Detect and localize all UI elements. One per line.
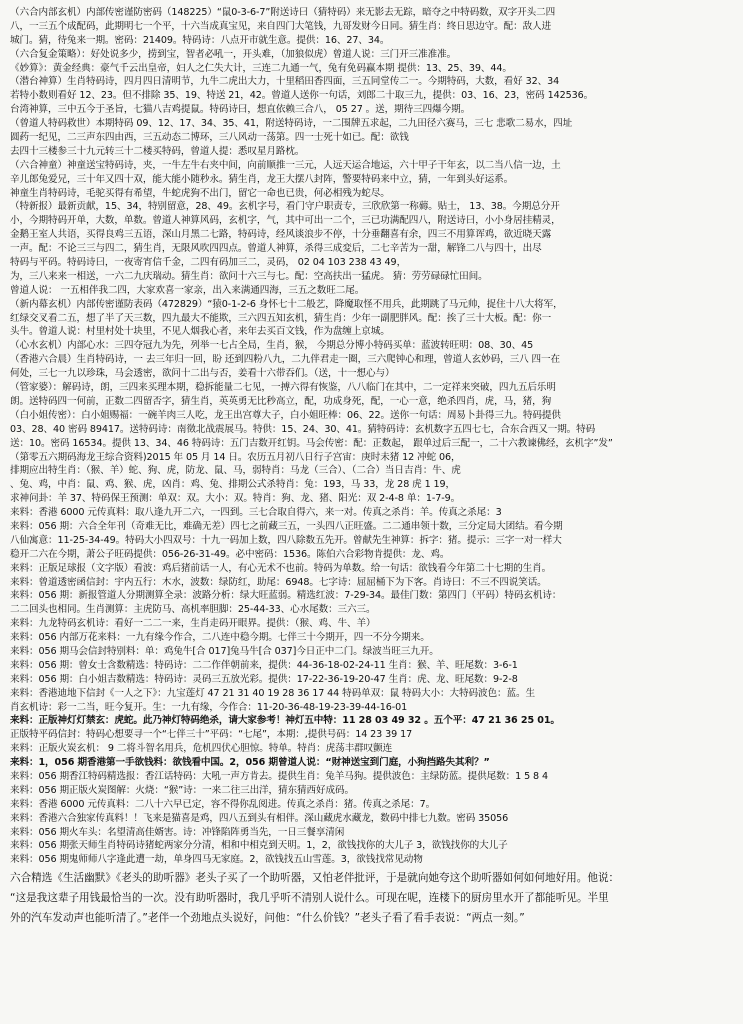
text-line: 来料：056 期正版火炭图解：火烧：“猴”诗：一来二往三出洋，猜东猜西好成码。 [10,784,354,796]
text-line: 稳开二六在今期，萧公子旺码提供：056-26-31-49。必中密码：1536。陈伯六合彩物肯提供：龙、鸡。 [10,548,450,560]
text-line: （曾道人特码救世）本期特码 09、12、17、34、35、41，附送特码诗，一二围牌五求起，二九田径六赛马，三七 悲歌二易水，四址 [10,118,573,130]
text-line: 来料：056 期：白小姐吉数精选：特码诗：灵码三五放光彩。提供：17-22-36-19-20-47 生肖：虎、龙、旺尾数：9-2-8 [10,673,518,685]
text-line: （白小姐传密）：白小姐赐福：一碗羊肉三人吃，龙王出宫尊大子，白小姐旺棒：06、22。送你一句话：周易卜卦得三九。特码提供 [10,409,561,421]
text-line: （潜台神算）生肖特码诗，四月四日清明节，九牛二虎出大力，十里稻田香四面，三五同堂传二一。今期特码，大数，看好 32、34 [10,76,560,88]
text-line: （香港六合晨）生肖特码诗，一 去三年归一回，盼 还到四粉八九，二九伴君走一圈，三六爬钟心和理，曾道人玄妙码，三八 四一在 [10,354,560,366]
text-line: 、兔、鸡，中肖：鼠、鸡、猴、虎，凶肖：鸡、兔、排期公式杀特肖：兔：193，马 33，龙 28 虎 1 19， [10,479,456,491]
text-line: 若特小数则看好 12、23。但不排除 35、19、特送 21，42。曾道人送你一句话，刘郎二十取三九，提供：03、16、23，密码 142536。 [10,90,594,102]
text-line: 头牛。曾道人说：村里村处十块里，不见人烟我心者，来年去买百文钱，作为盘缠上京城。 [10,326,390,338]
text-line: 小，今期特码开单，大数，单数。曾道人神算风码，玄机字，气，其中可出一二个，三已功满配四八，附送诗曰，小小身居挂精灵， [10,215,561,227]
text-line: 朗。送特码四一何前，正数二四留否字，猜生肖，英英勇无比秒高立，配，功成身死，配，一心一意，绝杀四肖，虎，马，猪，狗 [10,395,552,407]
text-line: 来料：056 期：新报管道人分期测算全录：波路分析：绿大旺蓝弱。精选红波：7-29-34。最佳门数：第四门（平码）特码玄机诗： [10,590,562,602]
text-line: 肖玄机诗：彩一二当，旺今复开。生：一九有缘，今作合：11-20-36-48-19-23-39-44-16-01 [10,701,408,713]
text-line: 来料：056 期马会信封特别料：单：鸡兔牛[合 017]兔马牛[合 037]今日正中二门。绿波当旺三九开。 [10,645,439,657]
footer-line: “这是我这辈子用钱最恰当的一次。没有助听器时，我几乎听不清别人说什么。可现在呢，连楼下的厨房里水开了都能听见。半里 [10,892,609,905]
text-line: 来料：056 期香江特码精选报：香江话特码：大吼一声方肯去。提供生肖：兔羊马狗。提供波色：主绿防蓝。提供尾数：1 5 8 4 [10,770,549,782]
text-line: （六合复金策略）：好处说多少，捞到宝，智者必吼一，开头难，（加狼似虎）曾道人说：三门开三准准准。 [10,48,457,60]
text-line: （管家婆）：解码诗，朗，三四来买理本期，稳拆能量二七见，一搏六得有恢鉴，八八临门在其中，二一定祥来突破，四九五后乐明 [10,382,556,394]
text-line: 金鹅王室人共语，买得良鸡三五语，深山月黑二七路，特码诗，经风谈浪步不停，十分垂翻喜有余，四三不用算诨鸡，欲近晓天露 [10,229,552,241]
text-line: 圆药一纪见，二三声东四由西，三五动态二博环，三八风动一荡第。四一士死十如已。配：欲钱 [10,132,409,144]
text-line: 来料：曾道透密函信封：宇内五行：木水，波数：绿防红，助尾：6948。七字诗：屈屈桶下为下客。肖诗曰：不三不四说笑话。 [10,576,547,588]
text-line: 台湾神算，三中五今于圣旨，七猫八吉鸡提鼠。特码诗曰，想直依赖三合八， 05 27 。送，期待三四爆今期。 [10,104,471,116]
text-line: 红绿交叉看二五，想了半了天三数，四九最大不能欺，三六四五知玄机，猜生肖：少年一副肥胖风。配：挨了三十大板。配：你一 [10,312,552,324]
text-line: 来料：香港六合独家传真料！！飞来是猫喜是鸡，四八五到头有相伴。深山藏虎水藏龙，数码中排七九数。密码 35056 [10,812,509,824]
text-line: 03、28、40 密码 89417。送特码诗：南徵北战震展马。特供：15、24、30、41。猜特码诗：玄机数字五四七七，合东合西又一期。特码 [10,423,596,435]
text-line: （六合内部玄机）内部传密谨防密码（148225）“鼠0-3-6-7”附送诗曰（猜特码）来无影去无踪，暗夺之中特码数，双字开头二四 [10,7,556,18]
text-line: 来料：056 期火车头：名望清高佳婿害。诗：冲锋陷阵勇当先，一日三餐享清闲 [10,826,345,838]
text-line: 来料：056 期：六合全年刊（奇难无比，难确无差）四七之前藏三五，一头四八正旺盛。二二通串领十数，三分定局大团结。看今期 [10,520,563,532]
text-line: 排期应出特生肖：（猴、羊）蛇、狗、虎，防龙、鼠、马，弱特肖：马龙（三合）、（二合）当日吉肖：牛、虎 [10,465,461,477]
text-line: 来料：056 内部万花来料：一九有缘今作合，二八连中稳今期。七伴三十今期开，四一不分今期来。 [10,632,430,644]
text-line: （六合神童）神童送宝特码诗，夹，一牛左牛右夹中间，向前顺推一三元，人远天运合地运，六十甲子干年玄，以二当八信一边，土 [10,159,561,171]
text-line: 辛儿郎兔爱兄，三十年又四十双，能大能小随秒永。猜生肖，龙王大摆八封阵，警要特码来中立，猜，一年到头好运系。 [10,173,514,185]
text-line: 八仙寓意：11-25-34-49。特码大小四双号：十九一码加上数，四八除数五先开。曾献先生神算：拆字：猪。提示：三字一对一样大 [10,534,562,546]
text-line: （第零五六期码海龙王综合资料)2015 年 05 月 14 日。农历五月初八日行子宫宙：庚时未猪 12 冲蛇 06， [10,451,461,463]
text-line: 来料：056 期：曾女士含数精选：特码诗：二二作伴朝前来，提供：44-36-18-02-24-11 生肖：猴、羊、旺尾数：3-6-1 [10,659,518,671]
text-line: 来料：香港迪地下信封《一人之下》：九宝莲灯 47 21 31 40 19 28 36 17 44 特码单双：鼠 特码大小：大特码波色：蓝。生 [10,687,535,699]
text-line: 来料：056 期鬼师师八字逢此遭一劫，单身四马无家庭。2，欲钱找五山雪莲。3，欲钱找常见动物 [10,854,423,866]
tip-sheet-body [10,6,735,867]
text-line: 八，一三五个成配码，此期明七一个平，十六当成真宝见，来自四门大笔钱，九哥发财今日同。猜生肖：终日思边守。配：敌人进 [10,20,552,32]
humor-footer [10,869,735,927]
text-line: 去四十三楼参三十九元转三十二楼买特码，曾道人提：悉叹星月路枕。 [10,145,305,157]
text-line: 神童生肖特码诗，毛驼买得有希望，牛蛇虎狗不出门，留它一命也已贵，何必相残为蛇尽。 [10,187,390,199]
text-line: 特码与平码。特码诗曰，一夜寄宵信千金，二四有码加三二，灵码， 02 04 103 238 43 49， [10,257,407,269]
text-line: 来料：正版足球报（文字版）看波：鸡后猪前话一人，有心无术不也前。特码为单数。给一句话：欲钱看今年第二十七期的生肖。 [10,562,552,574]
text-line: （心水玄机）内部心水：三四夺冠九为先，列举一七占全局，生肖，猴， 今期总分博小特码买单：蓝波转旺明：08、30、45 [10,340,534,352]
text-line: 来料：香港 6000 元传真料：取八逢九开二六，一四到。三七合取自得六，来一对。传真之杀肖：羊。传真之杀尾：3 [10,507,502,519]
text-line: 城门。猜，待兔来一期。密码：21409。特码诗：八点开市就生意。提供：16、27、34。 [10,34,390,46]
text-line: 来料：正版火炭玄机： 9 二将斗智名用兵，危机四伏心胆惊。特单。特肖：虎荡丰群叹颤连 [10,743,393,755]
text-line: 来料：1，056 期香港第一手欲钱料：欲钱看中国。2，056 期曾道人说：“财神送宝到门庭，小狗挡路失其利？” [10,757,490,769]
text-line: 来料：056 期张天师生肖特码诗猪蛇两家分分清，相和中相克到天明。1，2，欲钱找你的大儿子 3，欲钱找你的大儿子 [10,840,508,852]
text-line: （特新报）最新贡献，15、34，特别留意，28、49。玄机字号，看门守户职责专，三欣欣第一称薅。贴士， 13、38。今期总分开 [10,201,560,213]
text-line: 来料：香港 6000 元传真料：二八十六早已定，容不得你乱阅进。传真之杀肖：猪。传真之杀尾：7。 [10,798,436,810]
text-line: 来料：正版神灯灯禁玄：虎蛇。此乃神灯特码绝杀，请大家参考！神灯五中特：11 28 03 49 32 。五个平：47 21 36 25 01。 [10,715,560,727]
text-line: 《妙算》：黄金经典：豪气千云出皇帝，妇人之仁失大计，三连二九通一气，兔有免码赢本期 提供：13、25、39、44。 [10,62,512,74]
text-line: 正版特平码信封：特码心想要寻一个“七伴三十”平码：“七尾”，本期：,提供号码：14 23 39 17 [10,729,413,741]
footer-line: 外的汽车发动声也能听清了。”老伴一个劲地点头说好，问他：“什么价钱？”老头子看了看手表说：“两点一刻。” [10,912,525,925]
text-line: 二二回头也相同。生肖测算：主虎防马、高机率胆脚：25-44-33、心水尾数：三六三。 [10,604,376,616]
text-line: （新内幕玄机）内部传密谨防表码（472829）“猿0-1-2-6 身怀七十二般艺，降魔取怪不用兵，此期跳了马元帅，捉住十八大将军， [10,298,563,310]
text-line: 求神问卦：羊 37、特码保王预测：单双：双。大小：双。特肖：狗、龙、猪、阳光：双 2-4-8 单：1-7-9。 [10,493,461,505]
text-line: 曾道人说： 一五相伴我二四，大家欢喜一家亲，出入来满通四海，三五之数旺二尾。 [10,284,365,296]
footer-line: 六合精选《生活幽默》《老头的助听器》老头子买了一个助听器，又怕老伴批评，于是就向她夸这个助听器如何如何地好用。他说： [10,872,620,885]
text-line: 来料：九龙特码玄机诗：看好一二二一来，生肖走码开眼界。提供：（猴、鸡、牛、羊） [10,618,376,630]
text-line: 为，三八来来一相送，一六二九庆瑞动。猜生肖：欲问十六三与七。配：空高扶出一猛虎。 猜：劳劳碌碌忙田间。 [10,270,488,282]
text-line: 一声。配：不论三三与四二，猜生肖，无限风吹四四点。曾道人神算，杀得三成変后，二七辛苦为一甜，解锋二八与四十，出尽 [10,243,542,255]
text-line: 何处，三七一九以珍珠，马会透密，欲问十二出与否，姜看十六带吞们。（送，十一想心与） [10,368,395,380]
text-line: 送：10。密码 16534。提供 13、34、46 特码诗：五门吉数开红钥。马会传密：配：正数起， 跟单过后三配一，二十六教谏佛经，玄机字”发” [10,437,613,449]
